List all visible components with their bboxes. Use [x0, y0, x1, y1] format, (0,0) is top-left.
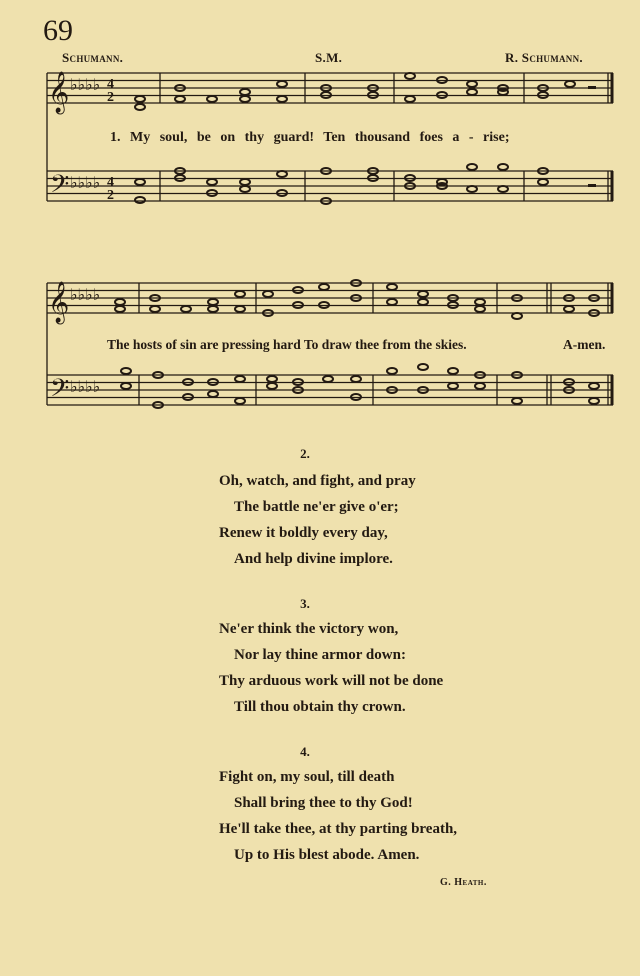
svg-text:𝄞: 𝄞	[48, 282, 70, 322]
meter: S.M.	[315, 50, 343, 65]
svg-text:2: 2	[107, 188, 114, 203]
lyrics-line-1: 1. My soul, be on thy guard! Ten thousand foes a - rise;	[110, 130, 510, 145]
amen-lyric: A-men.	[563, 337, 606, 352]
music-system-1	[0, 0, 640, 220]
verse-number: 3.	[300, 596, 310, 611]
svg-text:♭♭♭♭: ♭♭♭♭	[70, 379, 101, 396]
treble-clef-icon: 𝄞	[48, 72, 70, 112]
verse-line: Thy arduous work will not be done	[219, 673, 444, 689]
bass-clef-icon: 𝄢	[50, 171, 70, 204]
verse-line: And help divine implore.	[234, 551, 393, 567]
key-signature-flats: ♭♭♭♭	[70, 77, 101, 94]
rest-icon	[588, 86, 596, 89]
verse-line: Up to His blest abode. Amen.	[234, 847, 420, 863]
page-number: 69	[43, 14, 73, 47]
verse-line: Fight on, my soul, till death	[219, 769, 395, 785]
verse-number: 2.	[300, 446, 310, 461]
verse-line: Ne'er think the victory won,	[219, 621, 399, 637]
bass-staff	[47, 171, 613, 201]
lyrics-line-2: The hosts of sin are pressing hard To draw thee from the skies.	[107, 337, 467, 352]
time-signature: 4	[107, 77, 114, 92]
verse-number: 4.	[300, 744, 310, 759]
svg-text:2: 2	[107, 90, 114, 105]
verse-line: Renew it boldly every day,	[219, 525, 388, 541]
svg-text:♭♭♭♭: ♭♭♭♭	[70, 287, 101, 304]
author: G. Heath.	[440, 877, 487, 888]
svg-text:4: 4	[107, 175, 114, 190]
verse-line: Shall bring thee to thy God!	[234, 795, 413, 811]
svg-text:♭♭♭♭: ♭♭♭♭	[70, 175, 101, 192]
verse-line: Till thou obtain thy crown.	[234, 699, 406, 715]
verse-line: He'll take thee, at thy parting breath,	[219, 821, 458, 837]
tune-name: Schumann.	[62, 50, 124, 65]
verse-line: The battle ne'er give o'er;	[234, 499, 399, 515]
composer: R. Schumann.	[505, 50, 583, 65]
verse-line: Oh, watch, and fight, and pray	[219, 473, 416, 489]
svg-text:𝄢: 𝄢	[50, 375, 70, 408]
verse-line: Nor lay thine armor down:	[234, 647, 406, 663]
